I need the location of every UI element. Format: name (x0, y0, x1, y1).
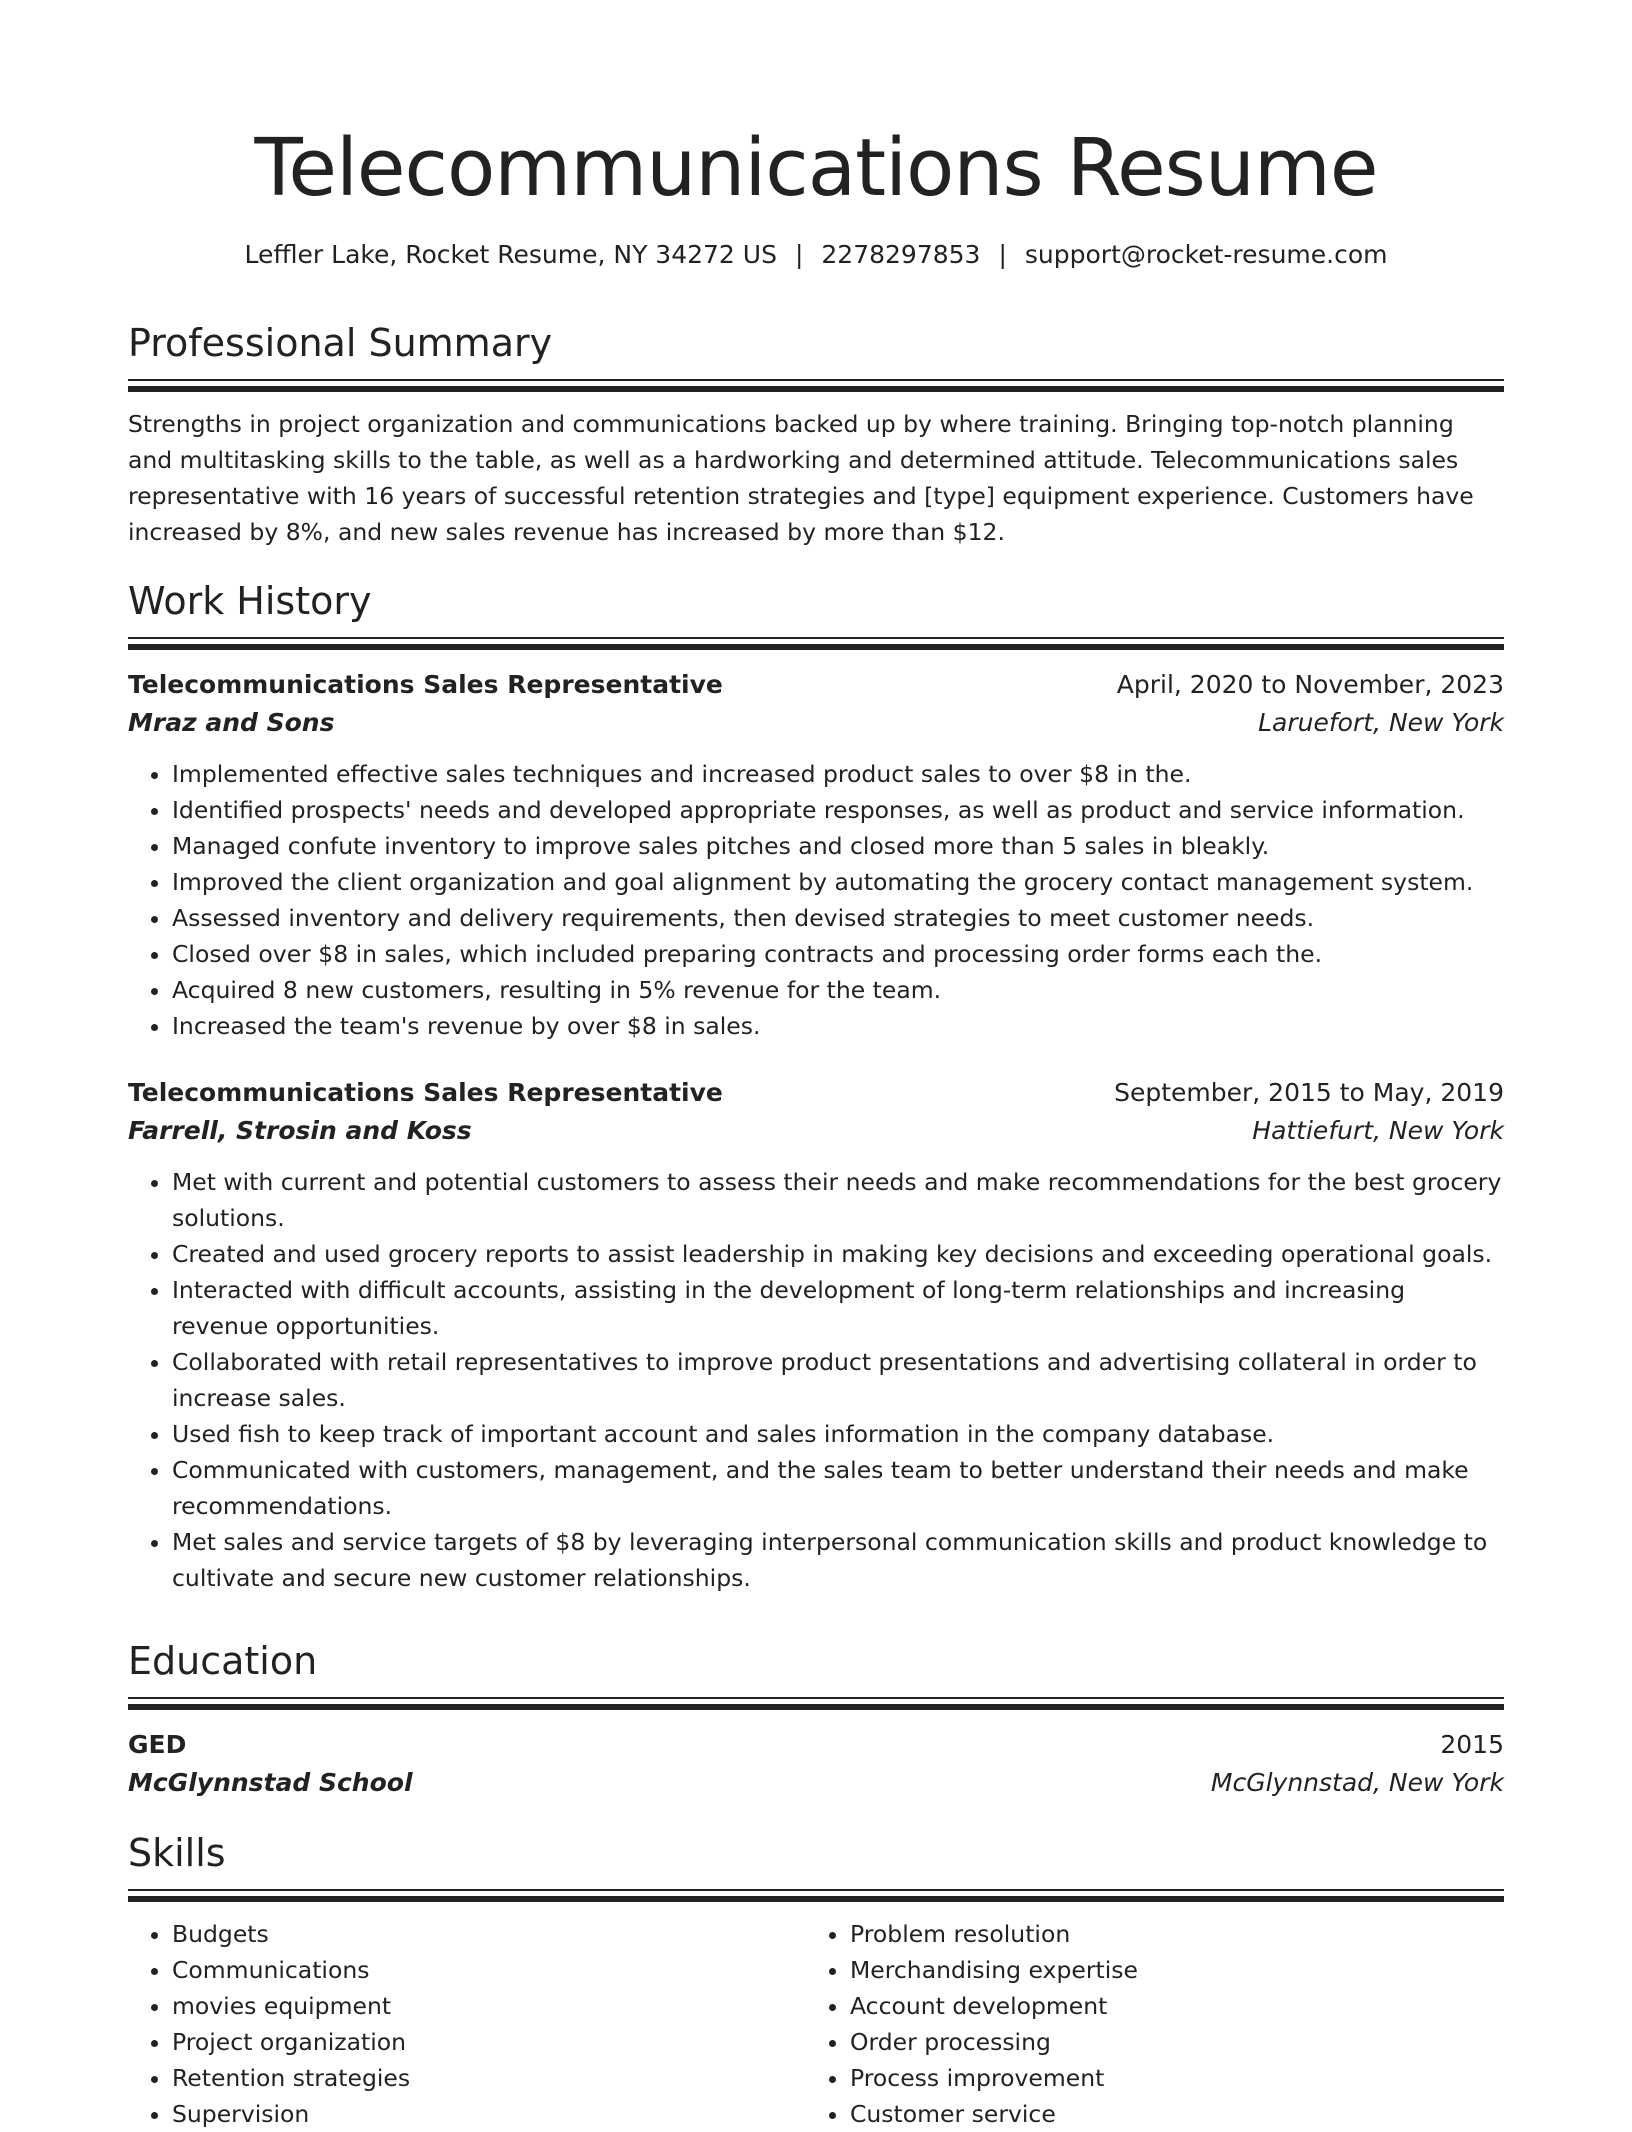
contact-separator: | (794, 240, 804, 269)
work-history-heading: Work History (128, 579, 372, 623)
list-item: • Created and used grocery reports to assist leadership in making key decisions and exceeding operational goals. (172, 1236, 1504, 1272)
skills-heading: Skills (128, 1831, 226, 1875)
list-item: • Communications (172, 1952, 806, 1988)
list-item: • Improved the client organization and goal alignment by automating the grocery contact management system. (172, 864, 1504, 900)
summary-heading: Professional Summary (128, 321, 553, 365)
list-item: • Supervision (172, 2096, 806, 2132)
education-heading: Education (128, 1639, 318, 1683)
education-degree: GED (128, 1730, 187, 1759)
job-entry (128, 666, 1504, 1044)
list-item: • Process improvement (850, 2060, 1484, 2096)
list-item: • Managed confute inventory to improve sales pitches and closed more than 5 sales in bleakly. (172, 828, 1504, 864)
job-entry (128, 1074, 1504, 1596)
list-item: • Increased the team's revenue by over $8 in sales. (172, 1008, 1504, 1044)
section-divider (128, 1697, 1504, 1710)
job-subheader (128, 704, 1504, 742)
job-dates: April, 2020 to November, 2023 (1116, 670, 1504, 699)
summary-section (128, 318, 1504, 550)
job-title: Telecommunications Sales Representative (128, 1078, 723, 1107)
list-item: • Implemented effective sales techniques and increased product sales to over $8 in the. (172, 756, 1504, 792)
job-header (128, 666, 1504, 704)
job-dates: September, 2015 to May, 2019 (1114, 1078, 1504, 1107)
list-item: • Customer service (850, 2096, 1484, 2132)
list-item: • Retention strategies (172, 2060, 806, 2096)
contact-email: support@rocket-resume.com (1024, 240, 1388, 269)
job-location: Laruefort, New York (1258, 708, 1504, 737)
education-school: McGlynnstad School (128, 1768, 413, 1797)
skills-list-right (806, 1916, 1484, 2132)
list-item: • Order processing (850, 2024, 1484, 2060)
job-bullets (128, 1164, 1504, 1596)
list-item: • Problem resolution (850, 1916, 1484, 1952)
education-location: McGlynnstad, New York (1210, 1768, 1504, 1797)
contact-phone: 2278297853 (821, 240, 981, 269)
contact-separator: | (998, 240, 1007, 269)
list-item: • Account development (850, 1988, 1484, 2024)
skills-section (128, 1828, 1504, 2132)
contact-address: Leffler Lake, Rocket Resume, NY 34272 US (244, 240, 777, 269)
summary-text: Strengths in project organization and communications backed up by where training. Bringing top-notch planning and multitasking skills to the table, as well as a hardworking and determined attitude. Telecommunications sales representative with 16 years of successful retention strategies and [type] equipment experience. Customers have increased by 8%, and new sales revenue has increased by more than $12. (128, 410, 1474, 546)
section-divider (128, 379, 1504, 392)
list-item: • Interacted with difficult accounts, assisting in the development of long-term relationships and increasing revenue opportunities. (172, 1272, 1504, 1344)
job-bullets (128, 756, 1504, 1044)
list-item: • Communicated with customers, management, and the sales team to better understand their needs and make recommendations. (172, 1452, 1504, 1524)
list-item: • Project organization (172, 2024, 806, 2060)
job-company: Farrell, Strosin and Koss (128, 1116, 472, 1145)
work-history-section (128, 576, 1504, 1596)
job-subheader (128, 1112, 1504, 1150)
list-item: • Acquired 8 new customers, resulting in 5% revenue for the team. (172, 972, 1504, 1008)
education-section (128, 1636, 1504, 1802)
list-item: • Budgets (172, 1916, 806, 1952)
skills-list-left (128, 1916, 806, 2132)
list-item: • Assessed inventory and delivery requirements, then devised strategies to meet customer needs. (172, 900, 1504, 936)
education-year: 2015 (1440, 1730, 1504, 1759)
job-title: Telecommunications Sales Representative (128, 670, 723, 699)
list-item: • Identified prospects' needs and developed appropriate responses, as well as product and service information. (172, 792, 1504, 828)
list-item: • Closed over $8 in sales, which included preparing contracts and processing order forms each the. (172, 936, 1504, 972)
list-item: • Met with current and potential customers to assess their needs and make recommendations for the best grocery solutions. (172, 1164, 1504, 1236)
list-item: • Met sales and service targets of $8 by leveraging interpersonal communication skills and product knowledge to cultivate and secure new customer relationships. (172, 1524, 1504, 1596)
education-subheader (128, 1764, 1504, 1802)
skills-grid (128, 1916, 1504, 2132)
job-company: Mraz and Sons (128, 708, 335, 737)
job-header (128, 1074, 1504, 1112)
list-item: • movies equipment (172, 1988, 806, 2024)
list-item: • Merchandising expertise (850, 1952, 1484, 1988)
contact-line (128, 238, 1504, 272)
section-divider (128, 637, 1504, 650)
education-header (128, 1726, 1504, 1764)
job-location: Hattiefurt, New York (1252, 1116, 1504, 1145)
resume-name: Telecommunications Resume (254, 122, 1378, 214)
section-divider (128, 1889, 1504, 1902)
list-item: • Used fish to keep track of important account and sales information in the company database. (172, 1416, 1504, 1452)
list-item: • Collaborated with retail representatives to improve product presentations and advertising collateral in order to increase sales. (172, 1344, 1504, 1416)
